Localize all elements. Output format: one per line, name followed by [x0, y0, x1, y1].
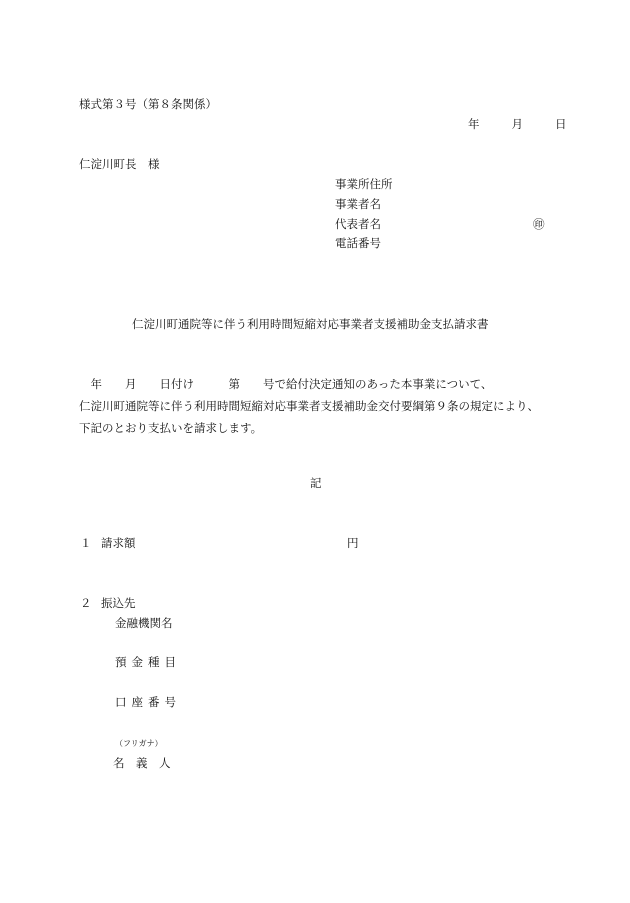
account-number-label: 口座番号: [115, 695, 181, 709]
body-line-2: 仁淀川町通院等に伴う利用時間短縮対応事業者支援補助金交付要綱第９条の規定により、: [79, 399, 539, 413]
date-line: 年 月 日: [468, 117, 570, 131]
seal-mark: ㊞: [533, 217, 545, 231]
claim-amount-label: 請求額: [101, 536, 136, 550]
addressee: 仁淀川町長 様: [79, 157, 160, 171]
bank-name-label: 金融機関名: [115, 616, 173, 630]
business-name-label: 事業者名: [335, 197, 381, 211]
representative-label: 代表者名: [335, 217, 381, 231]
deposit-type-label: 預金種目: [115, 655, 181, 669]
item2-number: ２: [80, 596, 92, 610]
form-number: 様式第３号（第８条関係）: [79, 97, 217, 111]
body-paragraph: [79, 373, 555, 439]
transfer-destination-label: 振込先: [101, 596, 136, 610]
body-line-3: 下記のとおり支払いを請求します。: [79, 421, 263, 435]
address-label: 事業所住所: [335, 177, 393, 191]
body-line-1: 年 月 日付け 第 号で給付決定通知のあった本事業について、: [79, 377, 493, 391]
document-title: 仁淀川町通院等に伴う利用時間短縮対応事業者支援補助金支払請求書: [132, 317, 489, 331]
phone-label: 電話番号: [335, 236, 381, 250]
yen-unit: 円: [347, 536, 359, 550]
account-holder-label: 名 義 人: [113, 756, 171, 770]
furigana-label: （フリガナ）: [115, 739, 163, 748]
item1-number: １: [80, 536, 92, 550]
ki-heading: 記: [310, 476, 322, 490]
